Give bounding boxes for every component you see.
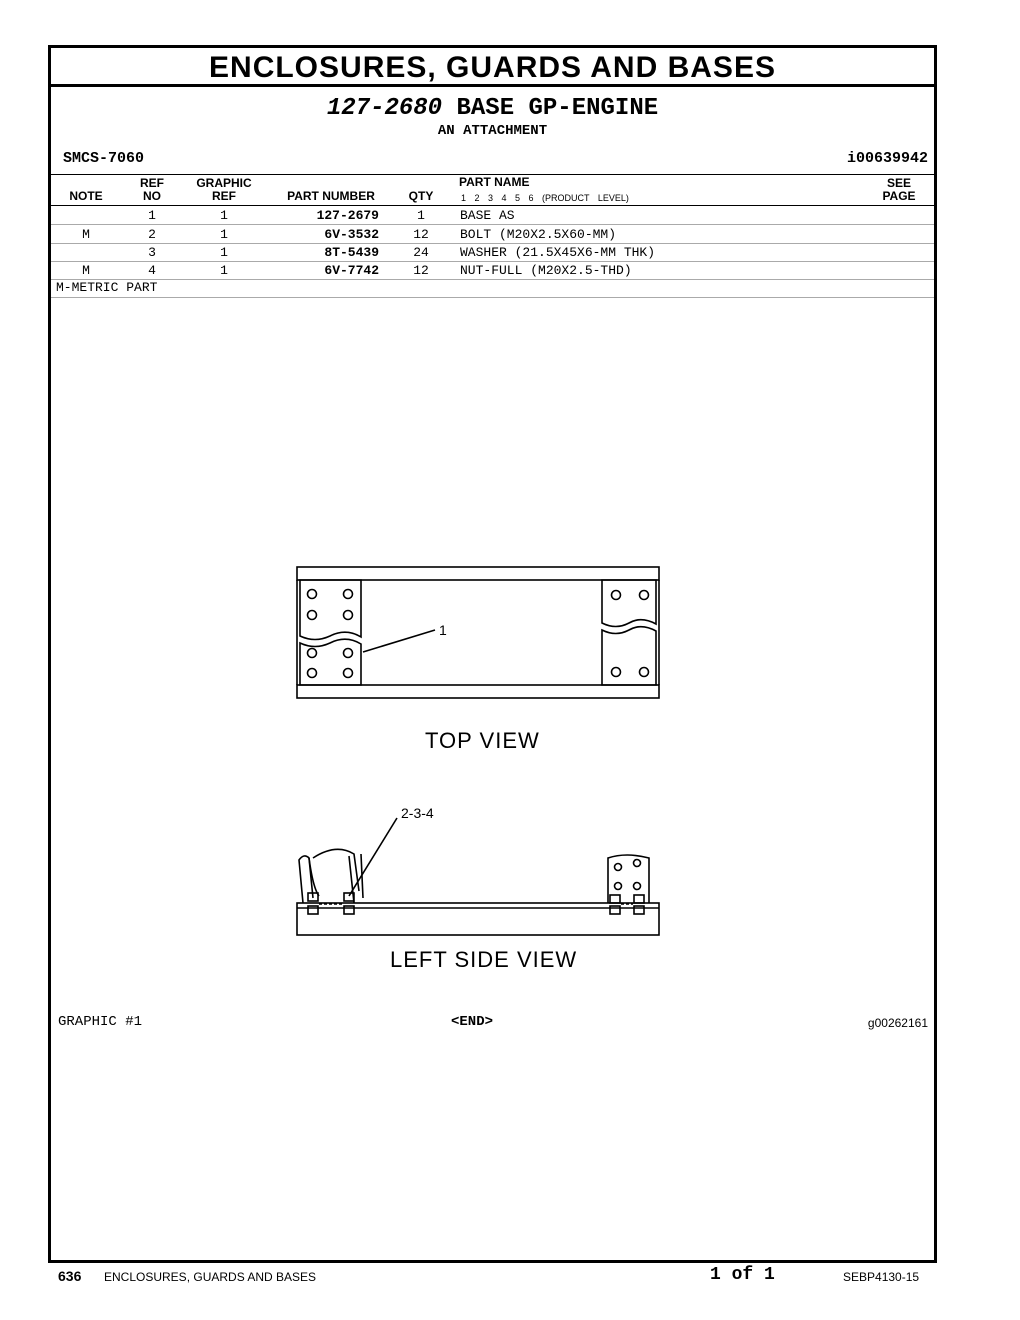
- bottom-rail: [297, 685, 659, 698]
- col-header-qty: QTY: [408, 189, 434, 203]
- col-header-note: NOTE: [69, 189, 103, 203]
- part-number-title: 127-2680: [326, 95, 443, 122]
- part-name-title: BASE GP-ENGINE: [456, 95, 659, 122]
- table-row: 3 1 8T-5439 24 WASHER (21.5X45X6-MM THK): [51, 243, 934, 262]
- side-view-label: LEFT SIDE VIEW: [390, 947, 578, 972]
- smcs-code: SMCS-7060: [63, 150, 145, 167]
- metric-footnote: M-METRIC PART: [56, 280, 158, 295]
- graphic-id: g00262161: [867, 1016, 928, 1030]
- col-header-part-name: PART NAME: [459, 175, 530, 189]
- document-id: SEBP4130-15: [843, 1270, 920, 1284]
- footer-section: ENCLOSURES, GUARDS AND BASES: [104, 1270, 317, 1284]
- left-bracket-bottom: [300, 639, 361, 685]
- col-header-graphic-ref: GRAPHIC REF: [196, 176, 252, 203]
- part-subtitle: AN ATTACHMENT: [437, 123, 548, 139]
- product-level: 1 2 3 4 5 6 (PRODUCT LEVEL): [461, 193, 629, 203]
- page-of: 1 of 1: [710, 1265, 775, 1285]
- col-header-part-number: PART NUMBER: [287, 189, 375, 203]
- table-row: M 2 1 6V-3532 12 BOLT (M20X2.5X60-MM): [51, 225, 934, 244]
- page-frame: [48, 45, 937, 1263]
- top-view-label: TOP VIEW: [425, 728, 540, 753]
- callout-2-3-4: 2-3-4: [401, 805, 434, 821]
- table-row: M 4 1 6V-7742 12 NUT-FULL (M20X2.5-THD): [51, 261, 934, 280]
- col-header-ref: REF NO: [140, 176, 164, 203]
- base-drawing: [51, 48, 934, 1260]
- right-bracket-bottom: [602, 627, 656, 685]
- left-bracket-top: [300, 580, 361, 640]
- end-marker: <END>: [451, 1014, 494, 1030]
- col-header-see-page: SEE PAGE: [882, 176, 916, 203]
- top-rail: [297, 567, 659, 580]
- graphic-number: GRAPHIC #1: [58, 1014, 143, 1030]
- callout-1: 1: [439, 622, 447, 638]
- illustration-id: i00639942: [846, 150, 928, 167]
- table-row: 1 1 127-2679 1 BASE AS: [51, 206, 934, 225]
- section-title: ENCLOSURES, GUARDS AND BASES: [51, 48, 934, 87]
- page-number: 636: [58, 1268, 82, 1284]
- right-bracket-top: [602, 580, 656, 627]
